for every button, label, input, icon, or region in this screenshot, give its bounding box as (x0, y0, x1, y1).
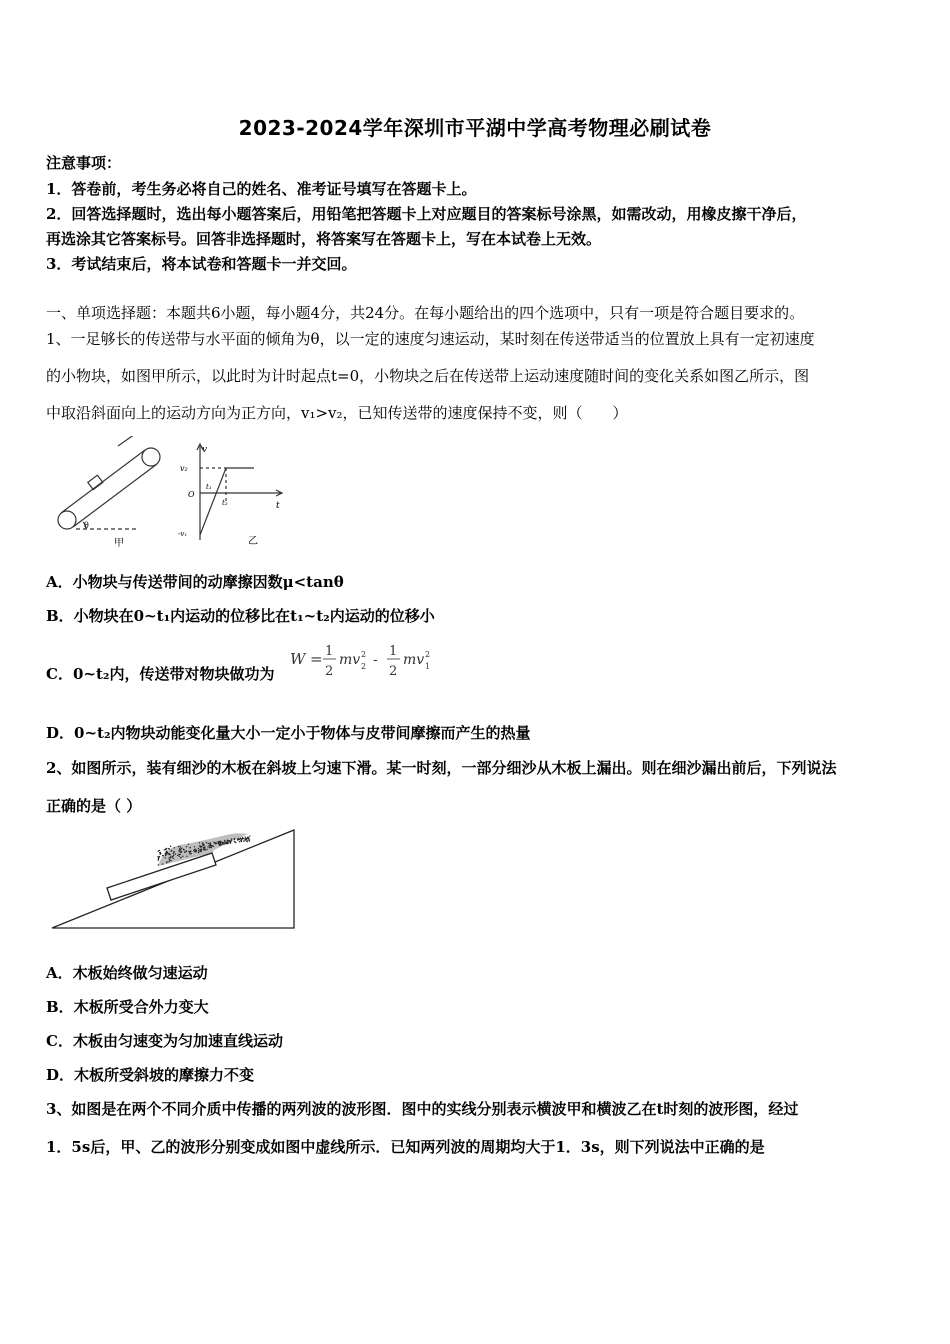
q1-text: 的小物块，如图甲所示，以此时为计时起点t=0，小物块之后在传送带上运动速度随时间的变化关系如图乙所示，图 (46, 367, 810, 385)
formula-minus: - (373, 652, 378, 668)
q1-option-c: C．0~t₂内，传送带对物块做功为 (46, 665, 275, 683)
formula-den2: 2 (389, 664, 398, 679)
notice-item: 3．考试结束后，将本试卷和答题卡一并交回。 (46, 255, 357, 273)
notice-item: 1．答卷前，考生务必将自己的姓名、准考证号填写在答题卡上。 (46, 180, 477, 198)
vt-graph-figure (176, 440, 288, 548)
q2-option-d: D．木板所受斜坡的摩擦力不变 (46, 1066, 255, 1084)
q2-text: 2、如图所示，装有细沙的木板在斜坡上匀速下滑。某一时刻，一部分细沙从木板上漏出。则在细沙漏出前后，下列说法 (46, 759, 837, 777)
t1-label: t₁ (206, 483, 212, 491)
v2-label: v₂ (180, 464, 188, 473)
q2-option-b: B．木板所受合外力变大 (46, 998, 209, 1016)
belt-top (61, 450, 145, 513)
figure-yi-label: 乙 (248, 536, 258, 547)
q1-text: 中取沿斜面向上的运动方向为正方向，v₁>v₂，已知传送带的速度保持不变，则（ ） (46, 404, 628, 422)
v-axis-label: v (202, 445, 208, 455)
formula-sub1: 1 (425, 662, 431, 671)
t-axis-label: t (276, 501, 280, 511)
notice-heading: 注意事项： (46, 154, 122, 172)
q1-option-d: D．0~t₂内物块动能变化量大小一定小于物体与皮带间摩擦而产生的热量 (46, 724, 531, 742)
belt-bottom (73, 464, 157, 527)
notice-item: 再选涂其它答案标号。回答非选择题时，将答案写在答题卡上，写在本试卷上无效。 (46, 230, 602, 248)
figure-jia-label: 甲 (114, 538, 124, 548)
q3-text: 1．5s后，甲、乙的波形分别变成如图中虚线所示．已知两列波的周期均大于1．3s，则下列说法中正确的是 (46, 1138, 765, 1156)
q1-option-a: A．小物块与传送带间的动摩擦因数μ<tanθ (46, 573, 344, 591)
formula-w: W (290, 650, 306, 668)
t2-label: t₂ (222, 499, 228, 507)
conveyor-figure (50, 436, 180, 548)
q1-text: 1、一足够长的传送带与水平面的倾角为θ，以一定的速度匀速运动，某时刻在传送带适当的位置放上具有一定初速度 (46, 330, 815, 348)
formula-sq: 2 (361, 650, 367, 659)
theta-label: θ (84, 521, 89, 530)
belt-extension (118, 436, 135, 446)
formula-sub2: 2 (361, 662, 367, 671)
block (88, 475, 103, 489)
q1-option-b: B．小物块在0~t₁内运动的位移比在t₁~t₂内运动的位移小 (46, 607, 435, 625)
q2-option-c: C．木板由匀速变为匀加速直线运动 (46, 1032, 283, 1050)
formula-den: 2 (325, 664, 334, 679)
formula-num: 1 (325, 644, 334, 659)
slope-figure (46, 822, 298, 932)
q3-text: 3、如图是在两个不同介质中传播的两列波的波形图．图中的实线分别表示横波甲和横波乙在t时刻的波形图，经过 (46, 1100, 799, 1118)
q2-text: 正确的是（ ） (46, 797, 142, 815)
work-formula (288, 640, 438, 682)
formula-sq-2: 2 (425, 650, 431, 659)
q2-option-a: A．木板始终做匀速运动 (46, 964, 208, 982)
origin-label: O (188, 490, 195, 499)
formula-num2: 1 (389, 644, 398, 659)
notice-item: 2．回答选择题时，选出每小题答案后，用铅笔把答题卡上对应题目的答案标号涂黑，如需改动，用橡皮擦干净后， (46, 205, 807, 223)
section-heading: 一、单项选择题：本题共6小题，每小题4分，共24分。在每小题给出的四个选项中，只有一项是符合题目要求的。 (46, 304, 805, 322)
formula-mv-2: mv (403, 652, 425, 668)
v1-neg-label: -v₁ (178, 530, 188, 538)
formula-eq: = (310, 650, 323, 668)
page-title: 2023-2024学年深圳市平湖中学高考物理必刷试卷 (238, 116, 712, 140)
formula-mv: mv (339, 652, 361, 668)
